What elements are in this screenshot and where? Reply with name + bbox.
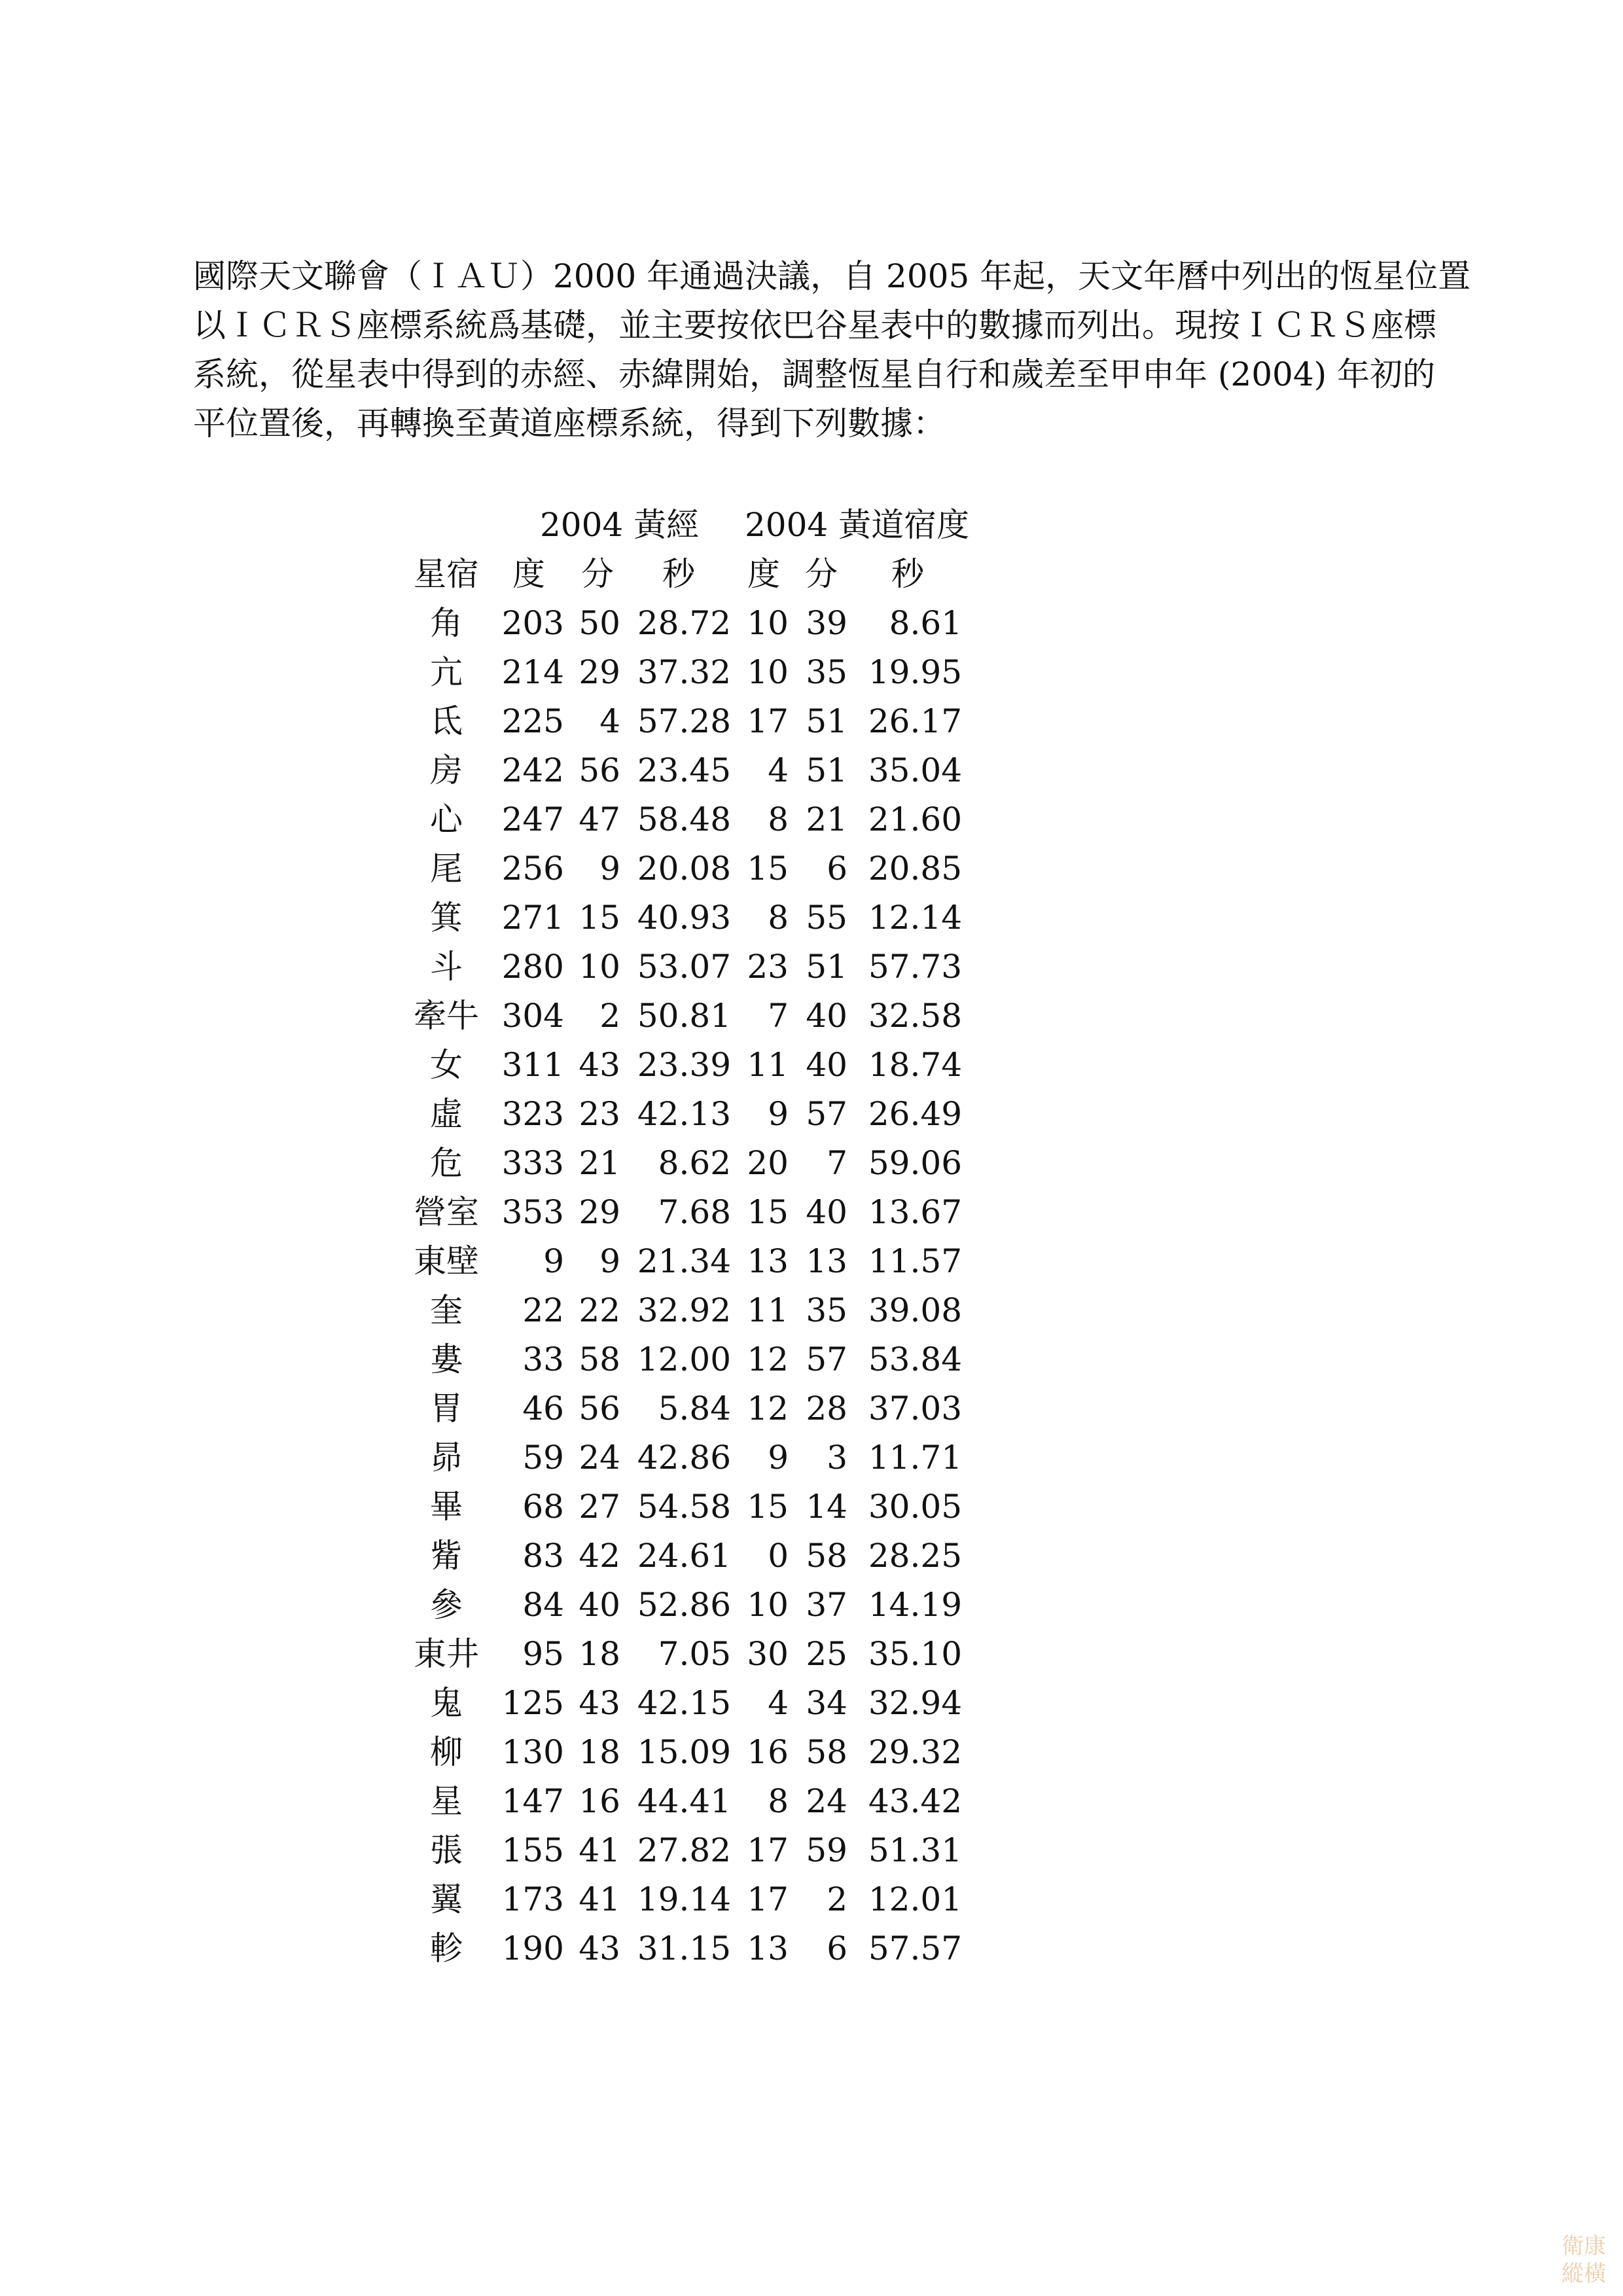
cell-mansion-min: 51 <box>806 751 847 789</box>
cell-mansion-name: 昴 <box>430 1439 463 1477</box>
table-row <box>0 942 1047 992</box>
table-row <box>0 1384 1047 1433</box>
cell-long-sec: 44.41 <box>637 1782 731 1820</box>
cell-long-min: 2 <box>599 997 620 1035</box>
cell-long-deg: 33 <box>522 1340 564 1378</box>
cell-mansion-sec: 26.49 <box>868 1095 962 1133</box>
cell-mansion-min: 58 <box>806 1733 847 1771</box>
cell-mansion-name: 翼 <box>430 1880 463 1918</box>
cell-long-sec: 52.86 <box>637 1586 731 1624</box>
cell-long-min: 56 <box>579 1390 620 1427</box>
cell-mansion-sec: 28.25 <box>868 1537 962 1575</box>
cell-long-min: 18 <box>579 1635 620 1673</box>
paragraph-line: 以ＩＣＲＳ座標系統爲基礎，並主要按依巴谷星表中的數據而列出。現按ＩＣＲＳ座標 <box>193 306 1436 344</box>
cell-mansion-deg: 8 <box>768 899 789 937</box>
cell-long-deg: 83 <box>522 1537 564 1575</box>
cell-mansion-sec: 8.61 <box>889 604 962 642</box>
cell-mansion-min: 13 <box>806 1242 847 1280</box>
cell-long-sec: 28.72 <box>637 604 731 642</box>
cell-long-min: 9 <box>599 850 620 888</box>
table-row <box>0 648 1047 697</box>
cell-mansion-name: 畢 <box>430 1488 463 1526</box>
cell-long-sec: 58.48 <box>637 800 731 838</box>
intro-paragraph <box>193 252 1471 448</box>
cell-mansion-deg: 4 <box>768 751 789 789</box>
cell-mansion-name: 營室 <box>414 1193 479 1231</box>
cell-mansion-deg: 15 <box>747 1193 789 1231</box>
cell-mansion-sec: 39.08 <box>868 1291 962 1329</box>
cell-mansion-name: 房 <box>430 751 463 789</box>
col-header-long-sec: 秒 <box>662 555 695 593</box>
cell-long-min: 43 <box>579 1046 620 1084</box>
cell-long-min: 16 <box>579 1782 620 1820</box>
cell-long-min: 23 <box>579 1095 620 1133</box>
cell-mansion-deg: 15 <box>747 850 789 888</box>
cell-long-min: 21 <box>579 1144 620 1182</box>
cell-long-deg: 242 <box>501 751 564 789</box>
table-row <box>0 599 1047 648</box>
cell-long-deg: 304 <box>501 997 564 1035</box>
cell-mansion-sec: 19.95 <box>868 653 962 691</box>
cell-long-sec: 57.28 <box>637 702 731 740</box>
cell-mansion-sec: 57.73 <box>868 948 962 986</box>
cell-mansion-name: 斗 <box>430 948 463 986</box>
table-row <box>0 1679 1047 1728</box>
table-row <box>0 1335 1047 1384</box>
cell-mansion-sec: 12.01 <box>868 1880 962 1918</box>
cell-mansion-deg: 10 <box>747 1586 789 1624</box>
cell-long-min: 50 <box>579 604 620 642</box>
cell-mansion-sec: 18.74 <box>868 1046 962 1084</box>
cell-long-min: 15 <box>579 899 620 937</box>
cell-long-min: 56 <box>579 751 620 789</box>
col-header-mansion: 星宿 <box>414 555 479 593</box>
cell-long-deg: 333 <box>501 1144 564 1182</box>
cell-long-min: 43 <box>579 1929 620 1967</box>
cell-long-sec: 15.09 <box>637 1733 731 1771</box>
cell-long-min: 29 <box>579 653 620 691</box>
cell-long-min: 24 <box>579 1439 620 1477</box>
cell-mansion-name: 參 <box>430 1586 463 1624</box>
paragraph-line: 平位置後，再轉換至黃道座標系統，得到下列數據： <box>193 404 946 442</box>
cell-mansion-sec: 21.60 <box>868 800 962 838</box>
cell-long-min: 42 <box>579 1537 620 1575</box>
cell-mansion-sec: 32.94 <box>868 1684 962 1722</box>
cell-long-sec: 54.58 <box>637 1488 731 1526</box>
cell-long-deg: 256 <box>501 850 564 888</box>
cell-long-deg: 84 <box>522 1586 564 1624</box>
cell-mansion-min: 40 <box>806 1193 847 1231</box>
cell-mansion-min: 40 <box>806 1046 847 1084</box>
cell-mansion-name: 角 <box>430 604 463 642</box>
cell-mansion-deg: 4 <box>768 1684 789 1722</box>
cell-long-deg: 125 <box>501 1684 564 1722</box>
cell-mansion-sec: 12.14 <box>868 899 962 937</box>
cell-long-sec: 23.39 <box>637 1046 731 1084</box>
cell-long-deg: 147 <box>501 1782 564 1820</box>
cell-mansion-deg: 12 <box>747 1340 789 1378</box>
cell-mansion-sec: 11.57 <box>868 1242 962 1280</box>
cell-mansion-sec: 57.57 <box>868 1929 962 1967</box>
cell-mansion-name: 尾 <box>430 850 463 888</box>
cell-mansion-name: 女 <box>430 1046 463 1084</box>
cell-mansion-name: 東井 <box>414 1635 479 1673</box>
cell-long-deg: 311 <box>501 1046 564 1084</box>
cell-mansion-name: 亢 <box>430 653 463 691</box>
cell-mansion-name: 虛 <box>430 1095 463 1133</box>
cell-long-deg: 95 <box>522 1635 564 1673</box>
cell-long-min: 47 <box>579 800 620 838</box>
cell-mansion-sec: 59.06 <box>868 1144 962 1182</box>
cell-mansion-sec: 20.85 <box>868 850 962 888</box>
cell-long-sec: 8.62 <box>658 1144 731 1182</box>
cell-mansion-min: 51 <box>806 948 847 986</box>
table-row <box>0 1237 1047 1286</box>
table-row <box>0 1532 1047 1581</box>
cell-mansion-deg: 0 <box>768 1537 789 1575</box>
group-header-row <box>0 501 1047 550</box>
cell-mansion-min: 2 <box>827 1880 847 1918</box>
cell-long-sec: 42.86 <box>637 1439 731 1477</box>
cell-long-sec: 37.32 <box>637 653 731 691</box>
cell-mansion-sec: 30.05 <box>868 1488 962 1526</box>
cell-long-min: 22 <box>579 1291 620 1329</box>
cell-mansion-sec: 14.19 <box>868 1586 962 1624</box>
cell-mansion-name: 鬼 <box>430 1684 463 1722</box>
cell-long-min: 27 <box>579 1488 620 1526</box>
cell-mansion-min: 25 <box>806 1635 847 1673</box>
cell-mansion-name: 張 <box>430 1831 463 1869</box>
cell-mansion-min: 6 <box>827 850 847 888</box>
col-header-mansion-deg: 度 <box>747 555 780 593</box>
cell-long-deg: 323 <box>501 1095 564 1133</box>
cell-mansion-min: 34 <box>806 1684 847 1722</box>
cell-long-deg: 280 <box>501 948 564 986</box>
cell-mansion-deg: 30 <box>747 1635 789 1673</box>
cell-long-sec: 31.15 <box>637 1929 731 1967</box>
cell-mansion-deg: 10 <box>747 653 789 691</box>
cell-long-sec: 27.82 <box>637 1831 731 1869</box>
cell-long-sec: 32.92 <box>637 1291 731 1329</box>
group-header-mansion-degree: 2004 黃道宿度 <box>745 506 970 544</box>
cell-mansion-name: 星 <box>430 1782 463 1820</box>
cell-long-deg: 214 <box>501 653 564 691</box>
cell-mansion-name: 婁 <box>430 1340 463 1378</box>
cell-mansion-min: 51 <box>806 702 847 740</box>
table-row <box>0 1188 1047 1237</box>
cell-mansion-deg: 15 <box>747 1488 789 1526</box>
cell-long-sec: 19.14 <box>637 1880 731 1918</box>
cell-long-min: 40 <box>579 1586 620 1624</box>
cell-long-deg: 190 <box>501 1929 564 1967</box>
cell-mansion-deg: 12 <box>747 1390 789 1427</box>
cell-mansion-min: 59 <box>806 1831 847 1869</box>
col-header-long-deg: 度 <box>512 555 545 593</box>
cell-long-deg: 68 <box>522 1488 564 1526</box>
cell-long-min: 58 <box>579 1340 620 1378</box>
cell-mansion-min: 7 <box>827 1144 847 1182</box>
table-row <box>0 1433 1047 1482</box>
cell-mansion-name: 柳 <box>430 1733 463 1771</box>
cell-mansion-min: 28 <box>806 1390 847 1427</box>
cell-long-sec: 42.13 <box>637 1095 731 1133</box>
cell-long-sec: 5.84 <box>658 1390 731 1427</box>
seal-stamp <box>1554 2229 1613 2287</box>
group-header-longitude: 2004 黃經 <box>540 506 700 544</box>
cell-mansion-name: 氐 <box>430 702 463 740</box>
table-row <box>0 1041 1047 1090</box>
table-row <box>0 844 1047 893</box>
cell-mansion-sec: 32.58 <box>868 997 962 1035</box>
table-row <box>0 1630 1047 1679</box>
cell-long-deg: 130 <box>501 1733 564 1771</box>
table-row <box>0 1728 1047 1777</box>
cell-long-min: 18 <box>579 1733 620 1771</box>
cell-mansion-sec: 13.67 <box>868 1193 962 1231</box>
cell-mansion-min: 6 <box>827 1929 847 1967</box>
cell-mansion-sec: 37.03 <box>868 1390 962 1427</box>
cell-long-deg: 22 <box>522 1291 564 1329</box>
table-row <box>0 1826 1047 1875</box>
cell-mansion-name: 危 <box>430 1144 463 1182</box>
cell-mansion-min: 57 <box>806 1340 847 1378</box>
cell-long-sec: 50.81 <box>637 997 731 1035</box>
cell-mansion-min: 24 <box>806 1782 847 1820</box>
cell-long-deg: 173 <box>501 1880 564 1918</box>
cell-mansion-deg: 10 <box>747 604 789 642</box>
cell-long-min: 29 <box>579 1193 620 1231</box>
cell-long-deg: 225 <box>501 702 564 740</box>
cell-long-sec: 7.05 <box>658 1635 731 1673</box>
cell-long-sec: 20.08 <box>637 850 731 888</box>
paragraph-line: 國際天文聯會（ＩＡＵ）2000 年通過決議，自 2005 年起，天文年曆中列出的恆星位置 <box>193 257 1471 295</box>
cell-long-sec: 12.00 <box>637 1340 731 1378</box>
cell-mansion-sec: 29.32 <box>868 1733 962 1771</box>
cell-mansion-deg: 8 <box>768 800 789 838</box>
col-header-mansion-min: 分 <box>805 555 838 593</box>
cell-mansion-deg: 20 <box>747 1144 789 1182</box>
cell-long-deg: 9 <box>543 1242 564 1280</box>
cell-long-deg: 353 <box>501 1193 564 1231</box>
cell-mansion-deg: 17 <box>747 1880 789 1918</box>
cell-mansion-name: 觜 <box>430 1537 463 1575</box>
table-row <box>0 746 1047 795</box>
table-row <box>0 992 1047 1041</box>
cell-mansion-deg: 11 <box>747 1046 789 1084</box>
table-row <box>0 1581 1047 1630</box>
svg-text:縱橫: 縱橫 <box>1561 2261 1606 2287</box>
cell-mansion-min: 14 <box>806 1488 847 1526</box>
cell-long-min: 9 <box>599 1242 620 1280</box>
cell-long-min: 10 <box>579 948 620 986</box>
cell-mansion-sec: 26.17 <box>868 702 962 740</box>
cell-mansion-deg: 11 <box>747 1291 789 1329</box>
cell-long-deg: 59 <box>522 1439 564 1477</box>
cell-long-sec: 24.61 <box>637 1537 731 1575</box>
cell-mansion-min: 58 <box>806 1537 847 1575</box>
cell-mansion-name: 牽牛 <box>414 997 479 1035</box>
cell-mansion-min: 37 <box>806 1586 847 1624</box>
cell-mansion-deg: 8 <box>768 1782 789 1820</box>
paragraph-line: 系統，從星表中得到的赤經、赤緯開始，調整恆星自行和歲差至甲申年 (2004) 年初的 <box>193 355 1436 393</box>
table-row <box>0 795 1047 844</box>
column-header-row <box>0 550 1047 599</box>
cell-long-deg: 247 <box>501 800 564 838</box>
table-row <box>0 1875 1047 1924</box>
cell-mansion-min: 3 <box>827 1439 847 1477</box>
table-row <box>0 1482 1047 1532</box>
cell-mansion-name: 軫 <box>430 1929 463 1967</box>
cell-mansion-name: 奎 <box>430 1291 463 1329</box>
cell-mansion-min: 35 <box>806 653 847 691</box>
cell-long-min: 43 <box>579 1684 620 1722</box>
cell-mansion-deg: 13 <box>747 1242 789 1280</box>
cell-mansion-min: 55 <box>806 899 847 937</box>
table-row <box>0 1139 1047 1188</box>
cell-long-deg: 46 <box>522 1390 564 1427</box>
cell-mansion-deg: 17 <box>747 1831 789 1869</box>
table-row <box>0 697 1047 746</box>
cell-long-sec: 42.15 <box>637 1684 731 1722</box>
cell-mansion-deg: 16 <box>747 1733 789 1771</box>
cell-mansion-sec: 53.84 <box>868 1340 962 1378</box>
cell-long-min: 41 <box>579 1880 620 1918</box>
col-header-mansion-sec: 秒 <box>891 555 924 593</box>
table-row <box>0 1286 1047 1335</box>
cell-mansion-min: 40 <box>806 997 847 1035</box>
cell-mansion-deg: 7 <box>768 997 789 1035</box>
cell-long-sec: 23.45 <box>637 751 731 789</box>
cell-mansion-name: 心 <box>430 800 463 838</box>
cell-long-sec: 7.68 <box>658 1193 731 1231</box>
table-row <box>0 1777 1047 1826</box>
cell-long-sec: 21.34 <box>637 1242 731 1280</box>
cell-long-deg: 203 <box>501 604 564 642</box>
cell-mansion-deg: 13 <box>747 1929 789 1967</box>
cell-mansion-deg: 9 <box>768 1439 789 1477</box>
cell-mansion-sec: 51.31 <box>868 1831 962 1869</box>
cell-mansion-sec: 11.71 <box>868 1439 962 1477</box>
cell-long-deg: 155 <box>501 1831 564 1869</box>
cell-long-min: 4 <box>599 702 620 740</box>
cell-mansion-min: 35 <box>806 1291 847 1329</box>
col-header-long-min: 分 <box>581 555 614 593</box>
cell-long-sec: 53.07 <box>637 948 731 986</box>
cell-mansion-sec: 35.04 <box>868 751 962 789</box>
cell-mansion-min: 57 <box>806 1095 847 1133</box>
table-row <box>0 893 1047 942</box>
cell-mansion-name: 箕 <box>430 899 463 937</box>
cell-long-deg: 271 <box>501 899 564 937</box>
cell-mansion-deg: 9 <box>768 1095 789 1133</box>
cell-mansion-deg: 23 <box>747 948 789 986</box>
cell-mansion-sec: 43.42 <box>868 1782 962 1820</box>
cell-mansion-deg: 17 <box>747 702 789 740</box>
cell-long-sec: 40.93 <box>637 899 731 937</box>
cell-mansion-name: 東壁 <box>414 1242 479 1280</box>
cell-mansion-min: 21 <box>806 800 847 838</box>
svg-text:衛康: 衛康 <box>1561 2233 1606 2259</box>
cell-long-min: 41 <box>579 1831 620 1869</box>
cell-mansion-name: 胃 <box>430 1390 463 1427</box>
table-row <box>0 1090 1047 1139</box>
cell-mansion-sec: 35.10 <box>868 1635 962 1673</box>
cell-mansion-min: 39 <box>806 604 847 642</box>
table-row <box>0 1924 1047 1973</box>
